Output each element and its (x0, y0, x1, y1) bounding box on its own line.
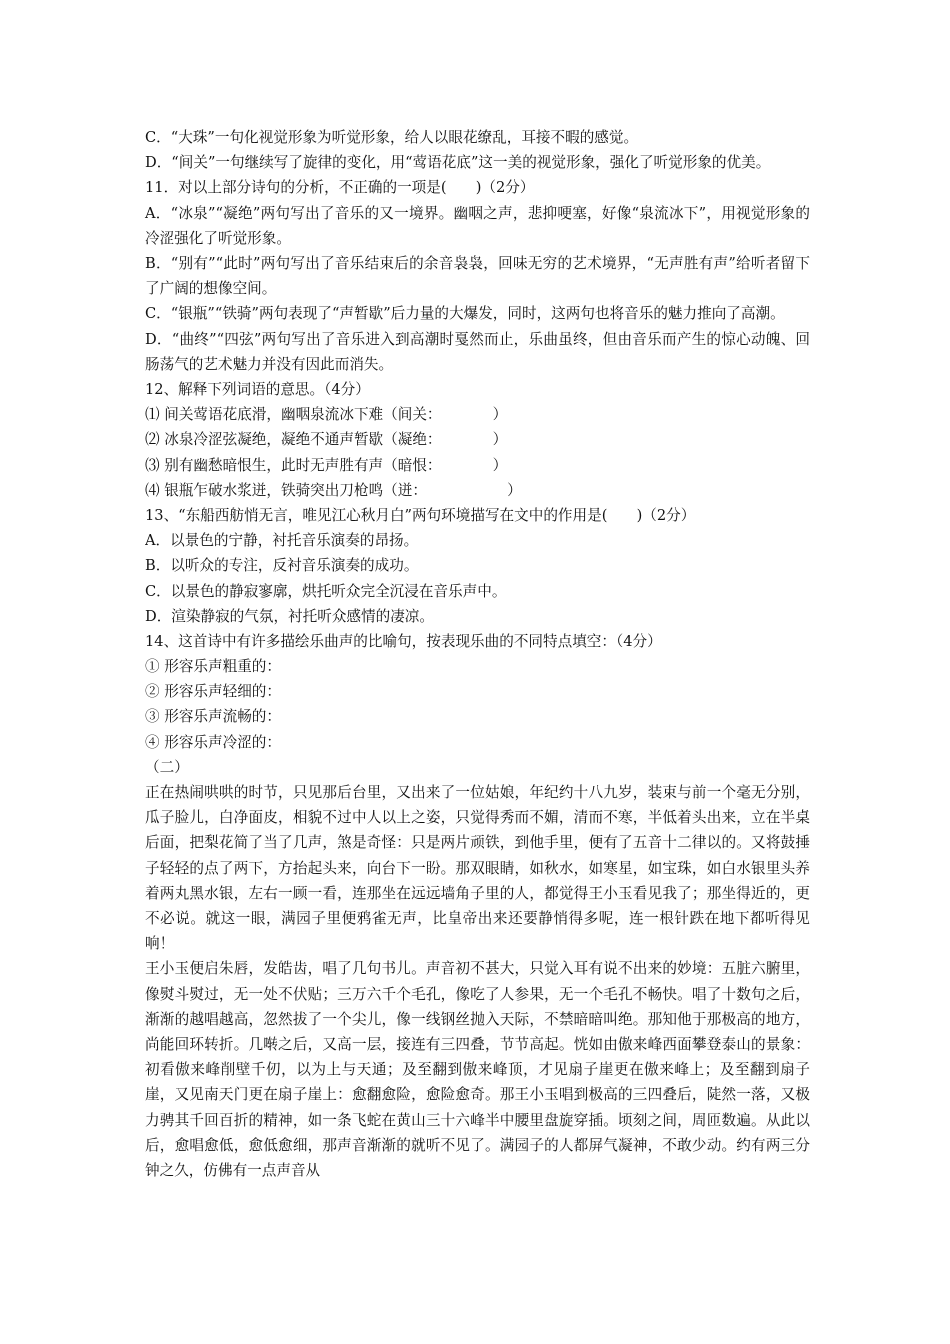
q10-option-d: D．“间关”一句继续写了旋律的变化，用“莺语花底”这一美的视觉形象，强化了听觉形象的优美。 (145, 154, 771, 172)
q12-question: 12、解释下列词语的意思。（4分） (145, 381, 370, 399)
q13-option-c: C．以景色的静寂寥廓，烘托听众完全沉浸在音乐声中。 (145, 582, 507, 600)
q12-item-1: ⑴ 间关莺语花底滑，幽咽泉流冰下难（间关： ） (145, 406, 508, 424)
q13-option-a: A．以景色的宁静，衬托音乐演奏的昂扬。 (145, 532, 419, 550)
q14-item-1: ① 形容乐声粗重的： (145, 658, 281, 676)
document-page (145, 125, 810, 1183)
q11-option-c: C．“银瓶”“铁骑”两句表现了“声暂歇”后力量的大爆发，同时，这两句也将音乐的魅力推向了高潮。 (145, 305, 785, 323)
section-2-paragraph-1: 正在热闹哄哄的时节，只见那后台里，又出来了一位姑娘，年纪约十八九岁，装束与前一个毫无分别，瓜子脸儿，白净面皮，相貌不过中人以上之姿，只觉得秀而不媚，清而不寒，半低着头出来，立在半桌后面，把梨花简了当了几声，煞是奇怪：只是两片顽铁，到他手里，便有了五音十二律以的。又将鼓捶子轻轻的点了两下，方抬起头来，向台下一盼。那双眼睛，如秋水，如寒星，如宝珠，如白水银里头养着两丸黑水银，左右一顾一看，连那坐在远远墙角子里的人，都觉得王小玉看见我了；那坐得近的，更不必说。就这一眼，满园子里便鸦雀无声，比皇帝出来还要静悄得多呢，连一根针跌在地下都听得见响！ (145, 784, 810, 953)
q13-option-b: B．以听众的专注，反衬音乐演奏的成功。 (145, 557, 419, 575)
section-2-paragraph-2: 王小玉便启朱唇，发皓齿，唱了几句书儿。声音初不甚大，只觉入耳有说不出来的妙境：五脏六腑里，像熨斗熨过，无一处不伏贴；三万六千个毛孔，像吃了人参果，无一个毛孔不畅快。唱了十数句之后，渐渐的越唱越高，忽然拔了一个尖儿，像一线钢丝抛入天际，不禁暗暗叫绝。那知他于那极高的地方，尚能回环转折。几啭之后，又高一层，接连有三四叠，节节高起。恍如由傲来峰西面攀登泰山的景象：初看傲来峰削壁千仞，以为上与天通；及至翻到傲来峰顶，才见扇子崖更在傲来峰上；及至翻到扇子崖，又见南天门更在扇子崖上：愈翻愈险，愈险愈奇。那王小玉唱到极高的三四叠后，陡然一落，又极力骋其千回百折的精神，如一条飞蛇在黄山三十六峰半中腰里盘旋穿插。顷刻之间，周匝数遍。从此以后，愈唱愈低，愈低愈细，那声音渐渐的就听不见了。满园子的人都屏气凝神，不敢少动。约有两三分钟之久，仿佛有一点声音从 (145, 960, 810, 1180)
q11-option-d: D．“曲终”“四弦”两句写出了音乐进入到高潮时戛然而止，乐曲虽终，但由音乐而产生的惊心动魄、回肠荡气的艺术魅力并没有因此而消失。 (145, 330, 810, 373)
q12-item-2: ⑵ 冰泉冷涩弦凝绝，凝绝不通声暂歇（凝绝： ） (145, 431, 508, 449)
q14-item-4: ④ 形容乐声冷涩的： (145, 733, 281, 751)
q12-item-4: ⑷ 银瓶乍破水浆迸，铁骑突出刀枪鸣（迸： ） (145, 481, 522, 499)
q13-option-d: D．渲染静寂的气氛，衬托听众感情的凄凉。 (145, 607, 434, 625)
q10-option-c: C．“大珠”一句化视觉形象为听觉形象，给人以眼花缭乱，耳接不暇的感觉。 (145, 129, 639, 146)
section-2-heading: （二） (145, 758, 189, 776)
q14-item-2: ② 形容乐声轻细的： (145, 683, 281, 701)
q11-question: 11．对以上部分诗句的分析，不正确的一项是( )（2分） (145, 179, 535, 197)
q14-question: 14、这首诗中有许多描绘乐曲声的比喻句，按表现乐曲的不同特点填空：（4分） (145, 632, 662, 650)
q13-question: 13、“东船西舫悄无言，唯见江心秋月白”两句环境描写在文中的作用是( )（2分） (145, 506, 696, 524)
q12-item-3: ⑶ 别有幽愁暗恨生，此时无声胜有声（暗恨： ） (145, 456, 508, 474)
q11-option-a: A．“冰泉”“凝绝”两句写出了音乐的又一境界。幽咽之声，悲抑哽塞，好像“泉流冰下”，用视觉形象的冷涩强化了听觉形象。 (145, 204, 810, 247)
q14-item-3: ③ 形容乐声流畅的： (145, 708, 281, 726)
q11-option-b: B．“别有”“此时”两句写出了音乐结束后的余音袅袅，回味无穷的艺术境界，“无声胜有声”给听者留下了广阔的想像空间。 (145, 255, 810, 298)
